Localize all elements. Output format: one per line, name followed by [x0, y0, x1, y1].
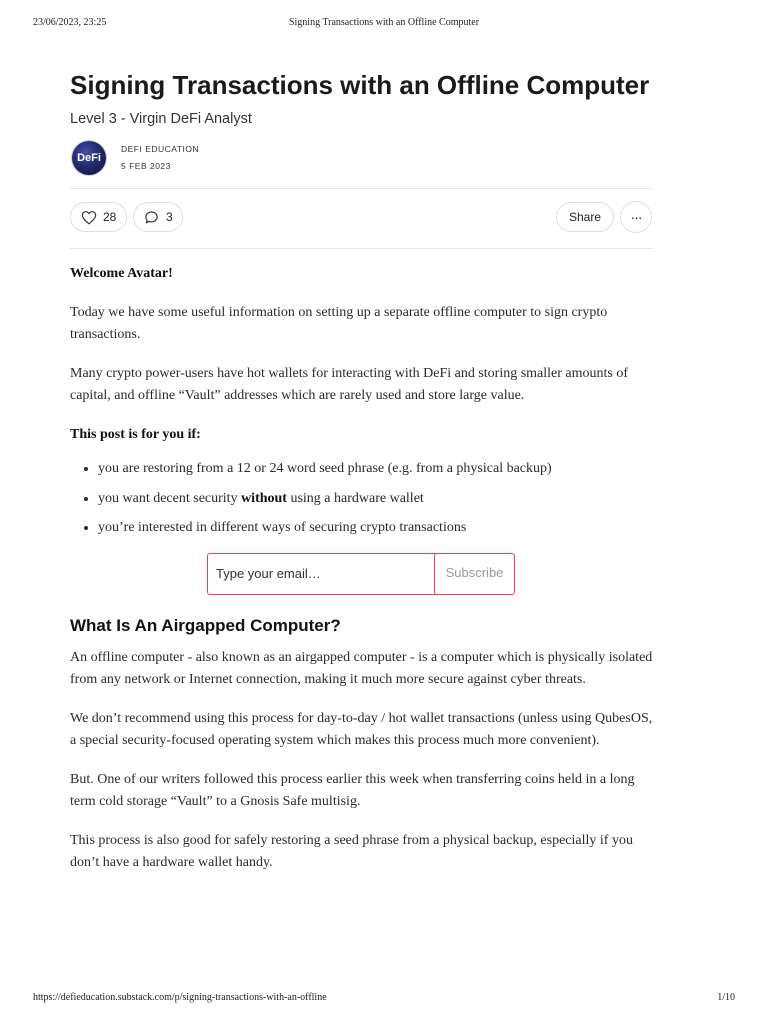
- comment-count: 3: [166, 210, 173, 224]
- byline: [70, 139, 653, 179]
- list-item-text: using a hardware wallet: [286, 490, 424, 506]
- subscribe-button[interactable]: Subscribe: [434, 553, 515, 595]
- print-url: https://defieducation.substack.com/p/signing-transactions-with-an-offline: [33, 992, 327, 1003]
- author-avatar[interactable]: [72, 141, 106, 175]
- print-header: [0, 17, 768, 31]
- paragraph: We don’t recommend using this process for day-to-day / hot wallet transactions (unless using QubesOS, a special security-focused operating system which makes this process much more convenient).: [70, 710, 653, 748]
- list-item-emphasis: without: [241, 490, 287, 506]
- comment-button[interactable]: [133, 202, 183, 232]
- list-item: [98, 488, 653, 511]
- divider: [70, 248, 653, 249]
- subscribe-form: [207, 553, 514, 595]
- avatar-logo-text: DeFi: [77, 152, 101, 164]
- bullet-list: [70, 458, 653, 540]
- print-doc-title: Signing Transactions with an Offline Computer: [288, 17, 480, 28]
- print-footer: [0, 992, 768, 1006]
- section-heading: What Is An Airgapped Computer?: [70, 615, 341, 635]
- comment-icon: [144, 210, 159, 225]
- post-body: [70, 263, 653, 875]
- like-button[interactable]: [70, 202, 127, 232]
- list-item: • you’re interested in different ways of securing crypto transactions: [98, 517, 653, 540]
- for-you-heading: This post is for you if:: [70, 426, 201, 442]
- more-options-button[interactable]: [620, 201, 652, 233]
- ellipsis-icon: ···: [630, 209, 642, 225]
- print-page-number: 1/10: [717, 992, 735, 1003]
- paragraph: This process is also good for safely restoring a seed phrase from a physical backup, especially if you don’t have a hardware wallet handy.: [70, 832, 633, 870]
- print-datetime: 23/06/2023, 23:25: [33, 17, 107, 28]
- email-input[interactable]: [208, 554, 434, 594]
- paragraph: But. One of our writers followed this process earlier this week when transferring coins held in a long term cold storage “Vault” to a Gnosis Safe multisig.: [70, 771, 635, 809]
- post-subtitle: Level 3 - Virgin DeFi Analyst: [70, 111, 252, 127]
- author-name[interactable]: DEFI EDUCATION: [121, 144, 200, 154]
- heart-icon: [81, 210, 97, 225]
- post-date: 5 FEB 2023: [121, 161, 171, 171]
- article: [70, 70, 653, 891]
- paragraph: An offline computer - also known as an airgapped computer - is a computer which is physically isolated from any network or Internet connection, making it much more secure against cyber threats.: [70, 649, 653, 687]
- post-title: Signing Transactions with an Offline Computer: [70, 70, 650, 100]
- paragraph: Many crypto power-users have hot wallets for interacting with DeFi and storing smaller amounts of capital, and offline “Vault” addresses which are rarely used and store large value.: [70, 365, 629, 403]
- greeting: Welcome Avatar!: [70, 266, 173, 281]
- post-actions: [70, 189, 653, 248]
- list-item-text: you want decent security: [98, 490, 242, 506]
- like-count: 28: [103, 210, 117, 224]
- share-button[interactable]: Share: [556, 202, 614, 232]
- list-item: • you are restoring from a 12 or 24 word seed phrase (e.g. from a physical backup): [98, 458, 653, 481]
- paragraph: Today we have some useful information on setting up a separate offline computer to sign crypto transactions.: [70, 304, 608, 342]
